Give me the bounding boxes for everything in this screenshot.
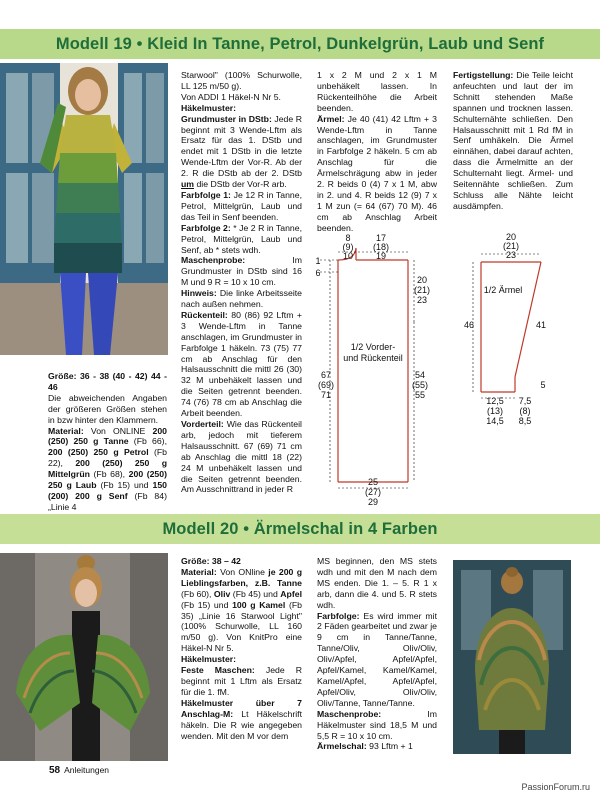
dim-armhole-3: 23 — [416, 295, 428, 305]
dim-top-right-1: 17 — [375, 233, 387, 243]
model-19-sizes-note: Die abweichenden Angaben der größeren Größen stehen in bzw hinter den Klammern. — [48, 392, 167, 425]
model-20-sizes: Größe: 38 – 42 — [181, 556, 241, 566]
hint: Hinweis: Die linke Arbeitsseite nach außen nehmen. — [181, 288, 302, 310]
front-piece: Vorderteil: Wie das Rückenteil arb, jedoch mit tieferem Halsausschnitt. 67 (69) 71 cm ab Anschlag die mittl 18 (22) 24 M unbehäkelt lassen und die Seiten getrennt beenden. Am Ausschnittrand in jeder R — [181, 419, 302, 495]
pattern-heading: Häkelmuster: — [181, 102, 237, 113]
yarn-continuation: Starwool" (100% Schurwolle, LL 125 m/50 g). — [181, 70, 302, 91]
dim-top-right-2: (18) — [372, 242, 390, 252]
sleeve-dim-top-1: 20 — [505, 232, 517, 242]
model-20-title: Modell 20 • Ärmelschal in 4 Farben — [162, 519, 438, 538]
model-19-photo-illustration — [0, 63, 168, 355]
sleeve-dim-top-3: 23 — [505, 250, 517, 260]
body-schematic-diagram — [310, 232, 450, 510]
model-20-material: Material: Von ONline je 200 g Lieblingsfarben, z.B. Tanne (Fb 60), Oliv (Fb 45) und Apfel (Fb 15) und 100 g Kamel (Fb 35) „Linie 16 Starwool Light" (100% Schurwolle, LL 160 m/50 g). Von KnitPro eine Häkel-N Nr 5. — [181, 566, 302, 654]
model-20-column-2 — [317, 556, 437, 752]
dim-top-left-3: 10 — [342, 251, 354, 261]
model-20-column-1 — [181, 556, 302, 741]
model-19-column-4 — [453, 70, 573, 212]
model-19-column-1 — [48, 371, 167, 513]
sleeve-dim-cuff: 5 — [540, 380, 546, 390]
model-19-photo — [0, 63, 168, 355]
front-continuation: 1 x 2 M und 2 x 1 M unbehäkelt lassen. In Rückenteilhöhe die Arbeit beenden. — [317, 70, 437, 113]
sleeve-dim-bottom-left-2: (13) — [486, 406, 504, 416]
model-19-material: Material: Von ONLINE 200 (250) 250 g Tanne (Fb 66), 200 (250) 250 g Petrol (Fb 22), 200 (250) 250 g Mittelgrün (Fb 68), 200 (250) 250 g Laub (Fb 15) und 150 (200) 200 g Senf (Fb 84) „Linie 4 — [48, 425, 167, 512]
model-20-gauge: Maschenprobe: Im Häkelmuster sind 18,5 M und 5,5 R = 10 x 10 cm. — [317, 708, 437, 741]
model-20-photo-back — [453, 560, 571, 754]
dim-bottom-1: 25 — [367, 477, 379, 487]
sleeve-label: 1/2 Ärmel — [483, 285, 523, 295]
sleeve-schematic-diagram — [455, 232, 575, 510]
model-20-shawl: Ärmelschal: 93 Lftm + 1 — [317, 741, 413, 752]
body-label-line-1: 1/2 Vorder- — [350, 342, 396, 352]
model-19-title: Modell 19 • Kleid In Tanne, Petrol, Dunkelgrün, Laub und Senf — [55, 34, 545, 53]
body-label-line-2: und Rückenteil — [343, 353, 403, 363]
dim-left-length-1: 67 — [320, 370, 332, 380]
dim-left-length-2: (69) — [317, 380, 335, 390]
model-19-banner — [0, 29, 600, 59]
sleeve-dim-length-left: 46 — [463, 320, 475, 330]
model-20-back-illustration — [453, 560, 571, 754]
model-19-column-2 — [181, 70, 302, 495]
watermark: PassionForum.ru — [521, 782, 590, 792]
dim-left-6: 6 — [315, 268, 321, 278]
model-19-column-3 — [317, 70, 437, 234]
model-20-banner — [0, 514, 600, 544]
color-sequence-2: Farbfolge 2: * Je 2 R in Tanne, Petrol, Mittelgrün, Laub und Senf, ab * stets wdh. — [181, 222, 302, 255]
page-footer — [49, 765, 109, 776]
sleeve-dim-bottom-right-3: 8,5 — [518, 416, 532, 426]
back-piece: Rückenteil: 80 (86) 92 Lftm + 3 Wende-Lftm in Tanne anschlagen, im Grundmuster in Farbfolge 1 häkeln. 73 (75) 77 cm ab Anschlag für den Halsausschnitt die mittl 26 (30) 32 M unbehäkelt lassen und die Seiten getrennt beenden. 74 (76) 78 cm ab Anschlag die Arbeit beenden. — [181, 309, 302, 419]
dim-top-left-2: (9) — [342, 242, 354, 252]
model-20-color-sequence: Farbfolge: Es wird immer mit 2 Fäden gearbeitet und zwar je 9 cm in Tanne/Tanne, Tanne/Oliv, Oliv/Oliv, Oliv/Apfel, Apfel/Apfel, Apfel/Kamel, Kamel/Kamel, Kamel/Apfel, Apfel/Apfel, Apfel/Oliv, Oliv/Oliv, Oliv/Tanne, Tanne/Tanne. — [317, 610, 437, 708]
dim-top-right-3: 19 — [375, 251, 387, 261]
sleeve-dim-bottom-left-1: 12,5 — [486, 396, 504, 406]
dim-right-length-1: 54 — [414, 370, 426, 380]
dim-right-length-2: (55) — [411, 380, 429, 390]
needle-info: Von ADDI 1 Häkel-N Nr 5. — [181, 91, 281, 102]
dim-bottom-3: 29 — [367, 497, 379, 507]
sleeve-dim-bottom-right-2: (8) — [519, 406, 531, 416]
dstb-pattern: Grundmuster in DStb: Jede R beginnt mit 3 Wende-Lftm als Ersatz für das 1. DStb und endet mit 1 DStb in die letzte Wende-Lftm der Vor-R. Ab der 2. R die DStb ab der 2. DStb um die DStb der Vor-R arb. — [181, 113, 302, 190]
dim-armhole-1: 20 — [416, 275, 428, 285]
sleeve-dim-bottom-right-1: 7,5 — [518, 396, 532, 406]
footer-label: Anleitungen — [64, 765, 110, 775]
dim-top-left-1: 8 — [345, 233, 351, 243]
finishing-instructions: Fertigstellung: Die Teile leicht anfeuchten und laut der im Schnitt stehenden Maße spannen und trocknen lassen. Schulternähte schließen. Den Halsausschnitt mit 1 Rd fM in Senf umhäkeln. Die Ärmel einnähen, dabei darauf achten, dass die Ärmelmitte an der Schulternaht liegt. Ärmel- und Seitennähte schließen. Zum Schluss alle Nähte leicht ausdämpfen. — [453, 70, 573, 211]
model-20-front-illustration — [0, 553, 168, 761]
dim-armhole-2: (21) — [413, 285, 431, 295]
gauge: Maschenprobe: Im Grundmuster in DStb sind 16 M und 9 R = 10 x 10 cm. — [181, 255, 302, 288]
model-20-photo-front — [0, 553, 168, 761]
model-20-repeat: MS beginnen, den MS stets wdh und mit den M nach dem MS enden. Die 1. – 5. R 1 x arb, dann die 4. und 5. R stets wdh. — [317, 556, 437, 610]
dim-left-length-3: 71 — [320, 390, 332, 400]
sleeve-dim-length-right: 41 — [535, 320, 547, 330]
dim-left-1: 1 — [315, 256, 321, 266]
model-20-sc: Feste Maschen: Jede R beginnt mit 1 Lftm als Ersatz für die 1. fM. — [181, 665, 302, 697]
sleeve-instructions: Ärmel: Je 40 (41) 42 Lftm + 3 Wende-Lftm in Tanne anschlagen, im Grundmuster in Farbfolge 2 häkeln. 5 cm ab Anschlag für die Ärmelschrägung abw in jeder 2. R beids 0 (4) 7 x 1 M, abw in 2. und 4. R beids 12 (9) 7 x 1 M zun (= 64 (67) 70 M). 46 cm ab Anschlag Arbeit beenden. — [317, 113, 437, 233]
sleeve-dim-top-2: (21) — [502, 241, 520, 251]
dim-right-length-3: 55 — [414, 390, 426, 400]
model-20-pattern-7: Häkelmuster über 7 Anschlag-M: Lt Häkelschrift häkeln. Die R wie angegeben wenden. Mit den M vor dem — [181, 697, 302, 741]
page-number: 58 — [49, 765, 61, 776]
dim-bottom-2: (27) — [364, 487, 382, 497]
model-19-sizes: Größe: 36 - 38 (40 - 42) 44 - 46 — [48, 371, 167, 392]
sleeve-dim-bottom-left-3: 14,5 — [486, 416, 504, 426]
color-sequence-1: Farbfolge 1: Je 12 R in Tanne, Petrol, Mittelgrün, Laub und das Teil in Senf beenden. — [181, 189, 302, 222]
model-20-pattern-heading: Häkelmuster: — [181, 654, 237, 665]
